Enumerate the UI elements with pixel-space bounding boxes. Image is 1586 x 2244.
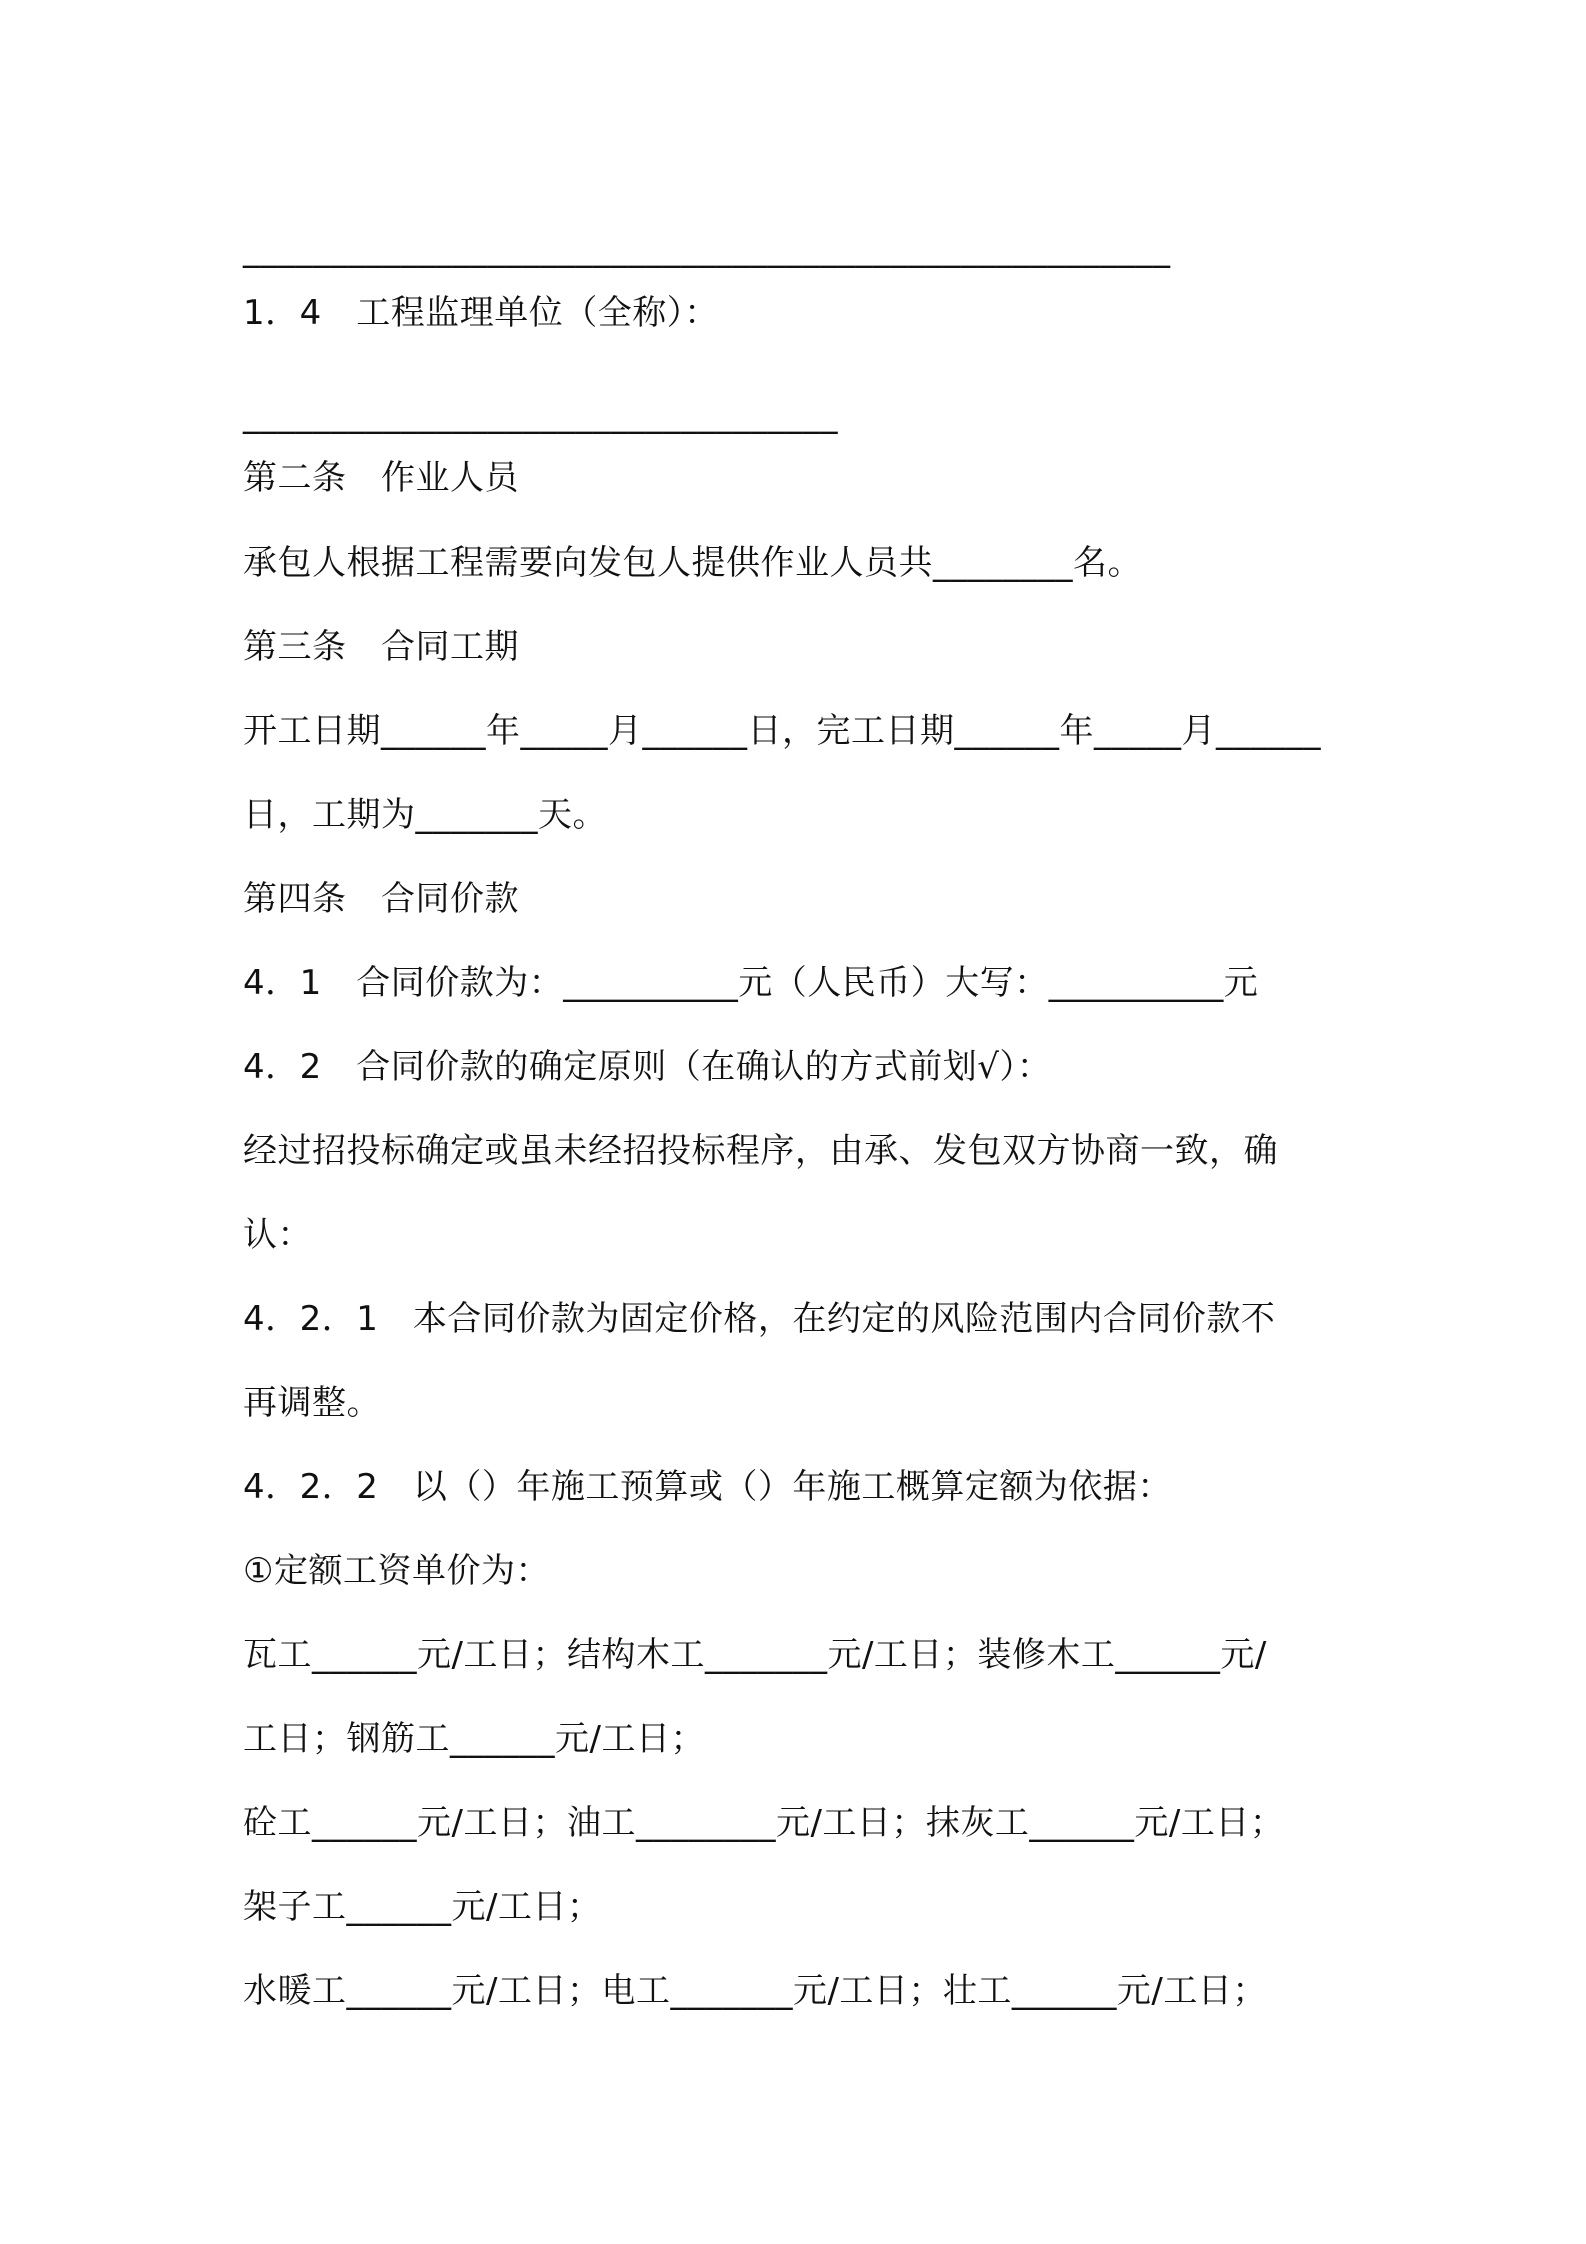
section-4-2-principle: 4．2 合同价款的确定原则（在确认的方式前划√）： [243,1047,1052,1087]
section-1-4-supervisor: 1．4 工程监理单位（全称）： [243,293,719,333]
article-3-duration: 日，工期为_______天。 [243,795,607,835]
wage-rates-line3: 砼工______元/工日；油工________元/工日；抹灰工______元/工日； [243,1803,1285,1843]
wage-rates-line1: 瓦工______元/工日；结构木工_______元/工日；装修木工______元/ [243,1635,1267,1675]
article-4-heading: 第四条 合同价款 [243,879,519,919]
section-4-2-1-line2: 再调整。 [243,1383,381,1423]
article-3-dates: 开工日期______年_____月______日，完工日期______年_____月______ [243,711,1321,751]
wage-rates-line4: 架子工______元/工日； [243,1887,602,1927]
section-4-2-body-line2: 认： [243,1215,312,1255]
fill-blank-line: __________________________________ [243,395,838,435]
article-3-heading: 第三条 合同工期 [243,627,519,667]
article-2-body: 承包人根据工程需要向发包人提供作业人员共________名。 [243,543,1142,583]
article-2-heading: 第二条 作业人员 [243,458,519,498]
wage-rate-heading: ①定额工资单价为： [243,1551,550,1591]
section-4-2-1-line1: 4．2．1 本合同价款为固定价格，在约定的风险范围内合同价款不 [243,1299,1276,1339]
section-4-2-2: 4．2．2 以（）年施工预算或（）年施工概算定额为依据： [243,1467,1172,1507]
wage-rates-line2: 工日；钢筋工______元/工日； [243,1719,705,1759]
fill-blank-line: _____________________________________________________ [243,229,1171,269]
section-4-1-price: 4．1 合同价款为：__________元（人民币）大写：__________元 [243,963,1259,1003]
section-4-2-body-line1: 经过招投标确定或虽未经招投标程序，由承、发包双方协商一致，确 [243,1131,1278,1171]
wage-rates-line5: 水暖工______元/工日；电工_______元/工日；壮工______元/工日； [243,1971,1267,2011]
